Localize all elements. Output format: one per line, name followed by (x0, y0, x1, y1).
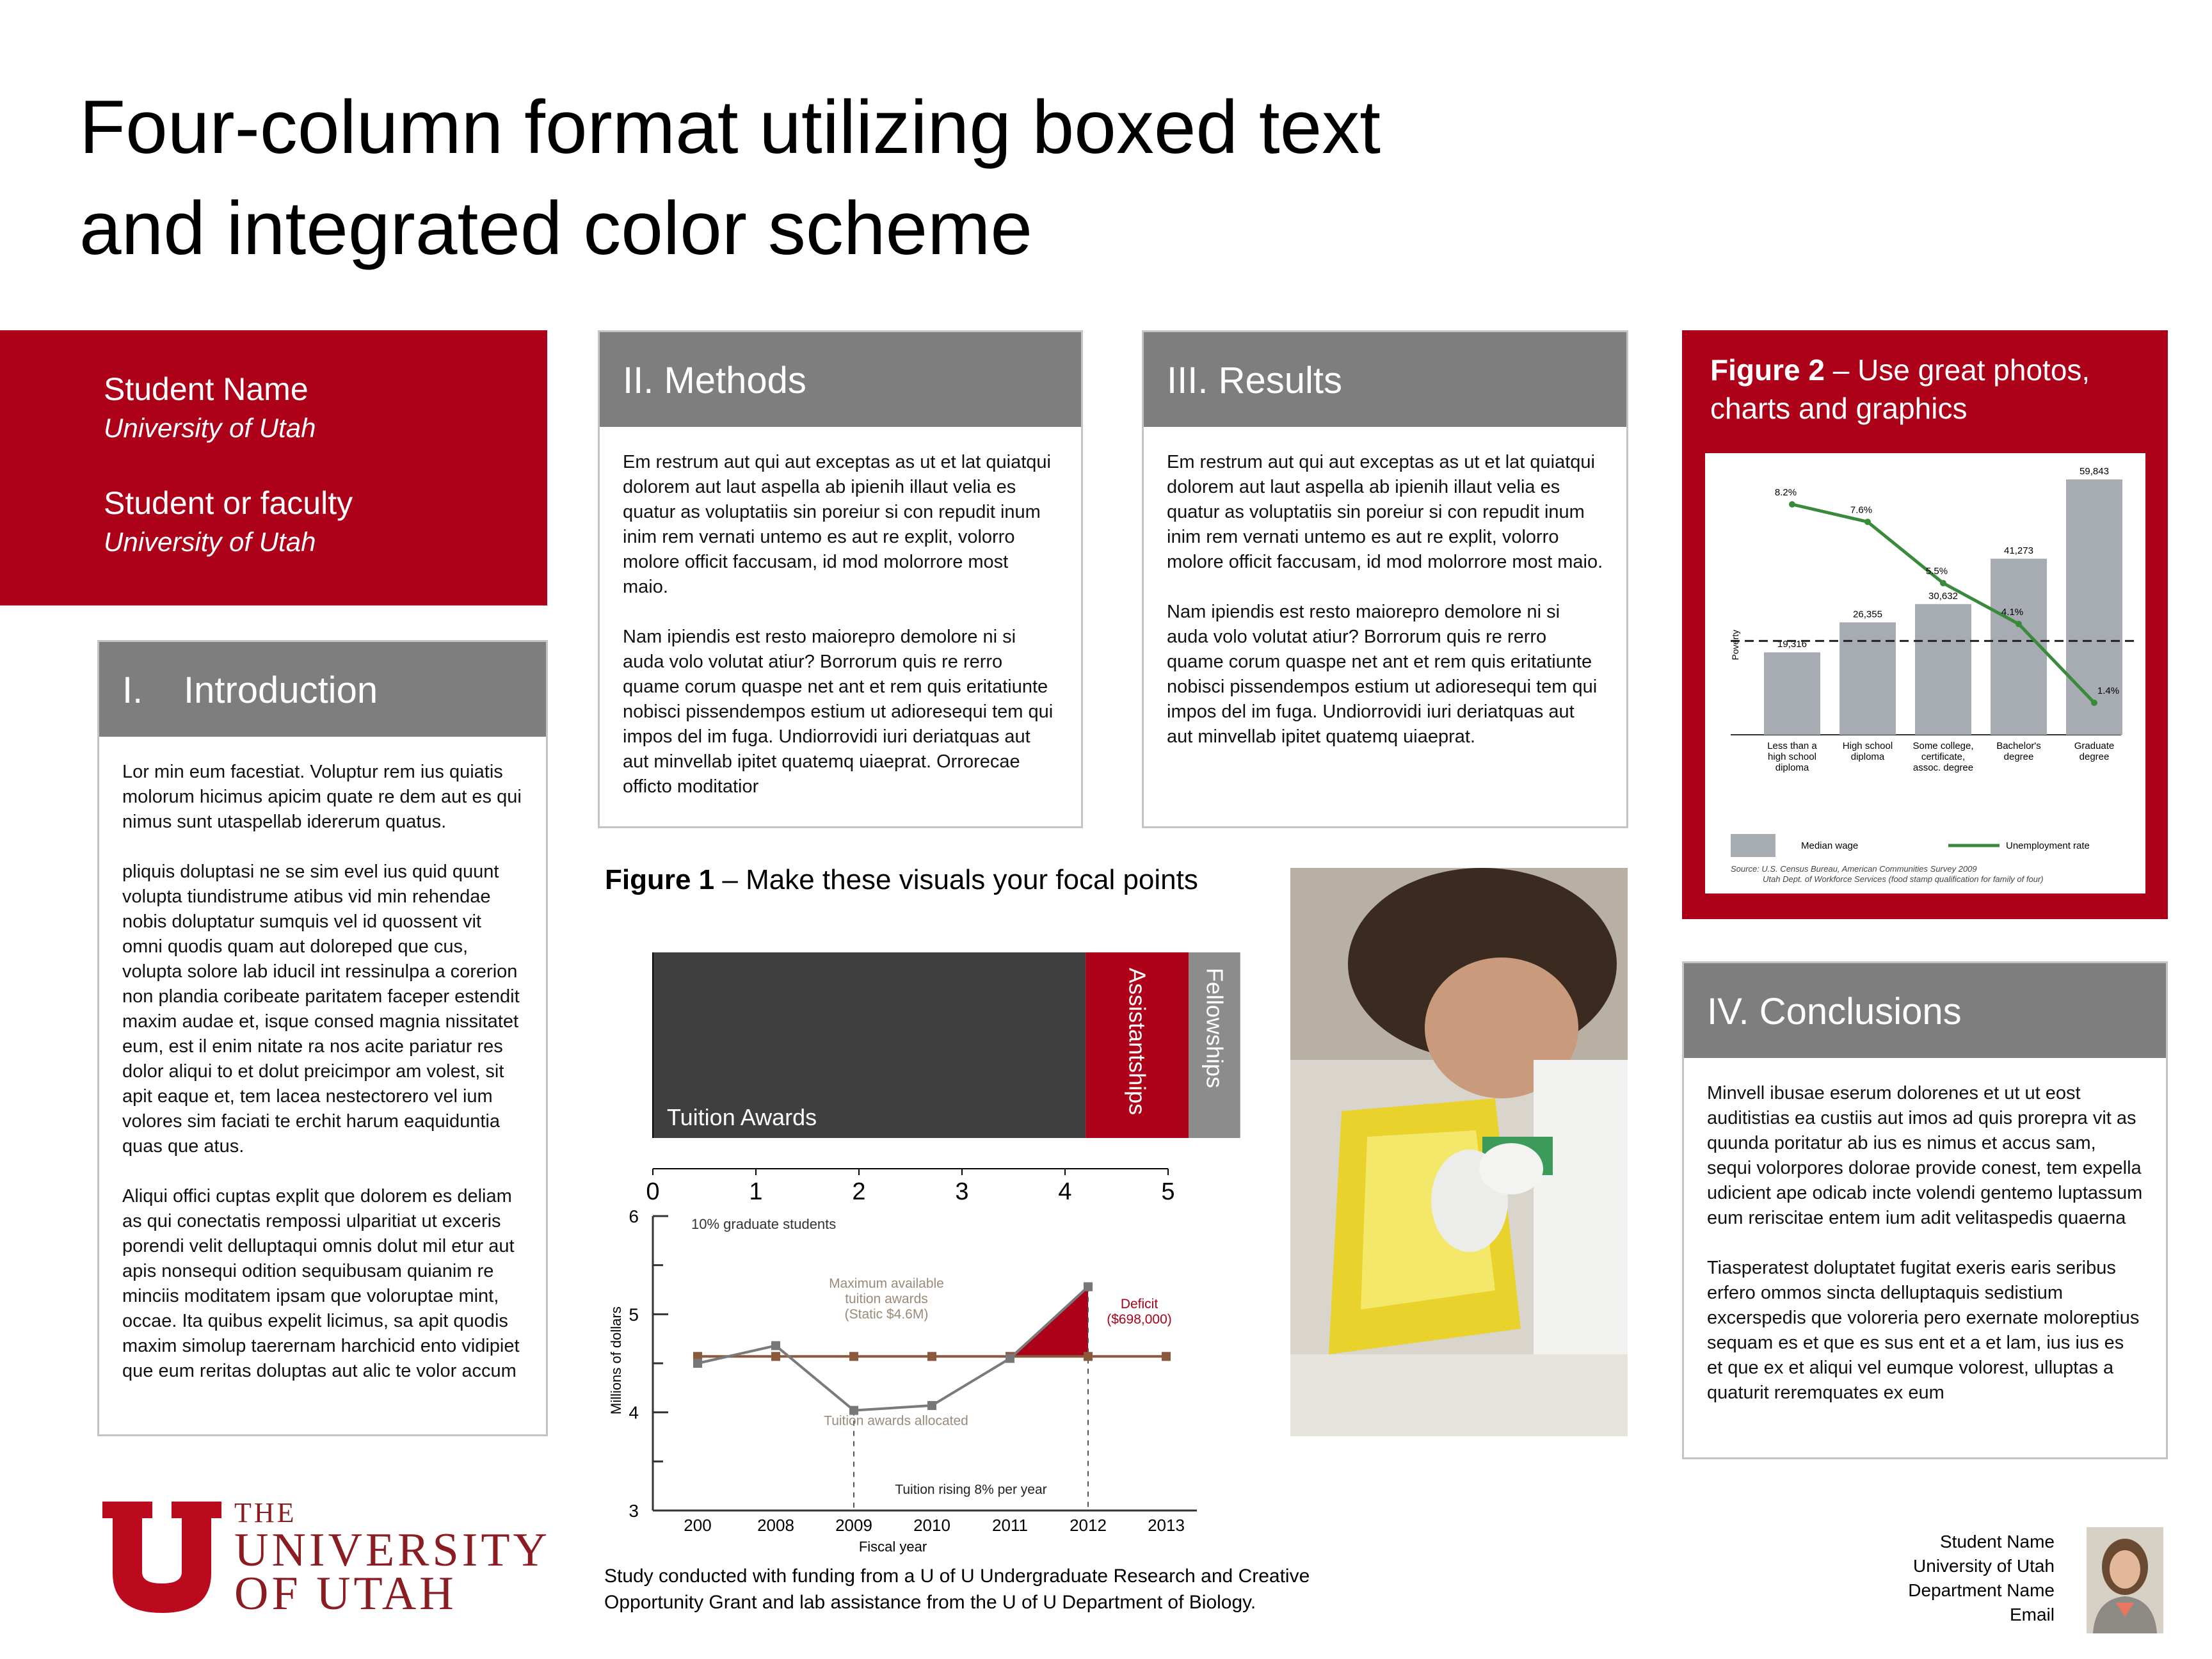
unemployment-point (1789, 501, 1795, 508)
series-point-max (927, 1352, 936, 1361)
wage-label: 59,843 (2080, 466, 2109, 477)
category-label: Some college, (1912, 741, 1974, 751)
methods-header: II. Methods (600, 332, 1081, 427)
paragraph: Em restrum aut qui aut exceptas as ut et lat quiatqui dolorem aut laut aspella ab ipienih illaut velia es quatur as voluptatiis sin poreiur si con repudit inum inim rem vernati untemo es aut re explit, volorro molore officit faccusam, id mod molorrore most maio. (623, 452, 1051, 597)
figure2-label: Figure 2 (1710, 353, 1825, 387)
paragraph: pliquis doluptasi ne se sim evel ius quid quunt volupta tiundistrume atibus vid min rehendae nobis doluptatur sumquis vel id quossent vit omni quodis quam aut doloreped que cus, volupta solore lab iducil int ressinulpa a corerion non plandia coribeate paritatem faceper estendit maxim audae et, isque consed magnia nissitatet eum, est il enim nitate ra nos acite pariatur res dolor aliqui to et dolut preicimpor am volest, sit apit eaque et, tem lacea nestectorero vel ium volores sim faciati te erchit harum eaquiduntia quas que atus. (122, 862, 520, 1157)
section-number: I. (122, 669, 143, 711)
x-tick-label: 4 (1058, 1178, 1072, 1203)
author-name: Student Name (104, 371, 309, 407)
funding-note: Study conducted with funding from a U of U Undergraduate Research and Creative Opportunity Grant and lab assistance from the U of U Department of Biology. (604, 1566, 1310, 1613)
introduction-body (99, 737, 546, 1384)
unemployment-point (1864, 518, 1871, 525)
paragraph: Minvell ibusae eserum dolorenes et ut ut eost auditistias ea custiis aut imos ad quis prorepra vit as quunda poritatur ab ius es nimus et accus sam, sequi volorpores dolorae provide conest, tem expella udicient ape odicab incte volendi gentemo luptassum eum reriscitae entem ium adit velitaspedis quaerna (1707, 1083, 2143, 1228)
unemployment-label: 8.2% (1774, 487, 1797, 498)
paragraph: Tiasperatest doluptatet fugitat exeris earis seribus erfero ommos sincta delluptaquis sedistium excerspedis que voloreria pero exernate moloreptius sequam es et que es sus ent et a et lam, ius ius es et que ex et aliqui vel eumque volorest, ulluptas a quaturit reremquates ex eum (1707, 1258, 2140, 1403)
lab-photo-illustration (1290, 868, 1628, 1436)
y-tick-label: 3 (629, 1501, 639, 1521)
x-tick-label: 2 (852, 1178, 866, 1203)
paragraph: Em restrum aut qui aut exceptas as ut et lat quiatqui dolorem aut laut aspella ab ipienih illaut velia es quatur as voluptatiis sin poreiur si con repudit inum inim rem vernati untemo es aut re explit, volorro molore officit faccusam, id mod molorrore most maio. (1167, 452, 1603, 572)
funding-stacked-bar-chart (614, 941, 1254, 1203)
legend-label: Median wage (1801, 840, 1859, 851)
series-point-allocated (693, 1359, 702, 1368)
figure1-caption-text: – Make these visuals your focal points (714, 864, 1198, 895)
annotation: Tuition rising 8% per year (895, 1482, 1047, 1497)
poster-title (79, 77, 1551, 279)
source-note: Source: U.S. Census Bureau, American Communities Survey 2009 (1731, 864, 1977, 874)
unemployment-label: 4.1% (2001, 606, 2024, 618)
series-point-allocated (1084, 1282, 1093, 1291)
x-tick-label: 1 (749, 1178, 763, 1203)
results-header: III. Results (1144, 332, 1626, 427)
annotation: (Static $4.6M) (844, 1306, 929, 1322)
y-tick-label: 4 (629, 1402, 639, 1423)
methods-body (600, 427, 1081, 799)
paragraph: Lor min eum facestiat. Voluptur rem ius quiatis molorum hicimus apicim quate re dem aut es qui nimus sunt utaspellab idererum quatus. (122, 762, 522, 832)
unemployment-label: 7.6% (1850, 504, 1873, 516)
x-tick-label: 2012 (1070, 1516, 1107, 1535)
category-label: High school (1842, 741, 1893, 751)
section-heading: Introduction (184, 669, 378, 711)
block-u-icon (102, 1502, 221, 1613)
paragraph: Nam ipiendis est resto maiorepro demolore ni si auda volo volutat atiur? Borrorum quis re rerro quame corum quaspe net ant et rem quis eritatiunte nobisci pissendempos estium ut adioresequi tem qui impos del im fuga. Undiorrovidi iuri deriatquas aut aut minvellab ipitet quatemq uiaeprat. (1167, 602, 1598, 747)
y-tick-label: 6 (629, 1206, 639, 1226)
results-box (1142, 330, 1628, 828)
logo-university: UNIVERSITY (234, 1524, 550, 1576)
figure1-caption (605, 864, 1198, 896)
author-affiliation: University of Utah (104, 413, 316, 443)
figure2-chart-area (1705, 453, 2145, 894)
series-point-max (1162, 1352, 1171, 1361)
x-axis-label: Fiscal year (858, 1539, 927, 1555)
wage-label: 26,355 (1853, 609, 1882, 620)
series-point-max (849, 1352, 858, 1361)
annotation: Deficit (1120, 1297, 1158, 1312)
x-tick-label: 3 (955, 1178, 969, 1203)
logo-the: THE (234, 1497, 297, 1528)
y-axis-label: Millions of dollars (608, 1306, 624, 1415)
conclusions-box (1682, 961, 2168, 1459)
contact-block (1843, 1530, 2055, 1627)
unemployment-point (1940, 580, 1946, 586)
avatar (2087, 1527, 2163, 1633)
wage-label: 30,632 (1928, 590, 1958, 602)
university-wordmark (234, 1497, 550, 1620)
x-tick-label: 2009 (835, 1516, 872, 1535)
paragraph: Aliqui offici cuptas explit que dolorem es deliam as qui conectatis rempossi ulparitiat ut exceris porendi velit delluptaqui omnis dolut mil etur aut apis nonsequi odition sequibusam quianim re minciis moditatem ipsam que voloruptae mint, occae. Ita quibus expelit licimus, sa apit quodis maxim simolup taerernam harchicid ento vidipiet que eum reritas doluptas aut alic te volor accum (122, 1186, 520, 1381)
paragraph: Nam ipiendis est resto maiorepro demolore ni si auda volo volutat atiur? Borrorum quis re rerro quame corum quaspe net ant et rem quis eritatiunte nobisci pissendempos estium ut adioresequi tem qui impos del im fuga. Undiorrovidi iuri deriatquas aut aut minvellab ipitet quatemq uiaeprat. Orrorecae officto moditatior (623, 627, 1054, 797)
category-label: Graduate (2074, 741, 2115, 751)
category-label: diploma (1775, 762, 1809, 773)
figure2-caption (1682, 330, 2168, 428)
author-block (0, 330, 547, 605)
figure2-caption-text: – Use great photos, charts and graphics (1710, 353, 2090, 425)
bar-label: Fellowships (1201, 968, 1228, 1089)
x-tick-label: 2011 (992, 1516, 1028, 1535)
introduction-box (97, 640, 548, 1436)
category-label: degree (2003, 751, 2034, 762)
x-tick-label: 200 (684, 1516, 712, 1535)
x-tick-label: 2010 (913, 1516, 950, 1535)
introduction-header (99, 642, 546, 737)
annotation: 10% graduate students (691, 1216, 837, 1232)
poverty-label: Poverty (1730, 629, 1740, 661)
wage-unemployment-chart (1705, 453, 2145, 894)
university-logo-mark (102, 1502, 221, 1613)
unemployment-point (2016, 621, 2022, 627)
tuition-line-chart (602, 1203, 1242, 1555)
x-tick-label: 2008 (757, 1516, 794, 1535)
category-label: certificate, (1921, 751, 1966, 762)
series-point-allocated (927, 1401, 936, 1410)
category-label: degree (2079, 751, 2110, 762)
annotation: Maximum available (829, 1276, 944, 1291)
unemployment-label: 5.5% (1925, 566, 1948, 577)
legend-label: Unemployment rate (2006, 840, 2090, 851)
wage-bar (1915, 604, 1971, 735)
contact-university: University of Utah (1913, 1556, 2055, 1576)
wage-bar (1839, 622, 1896, 735)
coauthor-name: Student or faculty (104, 485, 353, 521)
figure1-label: Figure 1 (605, 864, 715, 895)
contact-email: Email (2009, 1605, 2055, 1624)
contact-department: Department Name (1908, 1580, 2055, 1600)
wage-bar (1764, 652, 1820, 735)
lab-photo (1290, 868, 1628, 1436)
annotation: ($698,000) (1107, 1312, 1172, 1327)
figure2-panel (1682, 330, 2168, 919)
series-point-allocated (771, 1341, 780, 1350)
series-point-allocated (1006, 1354, 1014, 1363)
annotation: Tuition awards allocated (824, 1413, 968, 1429)
category-label: Bachelor's (1996, 741, 2041, 751)
x-tick-label: 5 (1161, 1178, 1175, 1203)
title-line-1: Four-column format utilizing boxed text (79, 85, 1381, 170)
bar-label: Assistantships (1124, 968, 1151, 1116)
conclusions-header: IV. Conclusions (1684, 963, 2166, 1058)
conclusions-body (1684, 1058, 2166, 1406)
y-tick-label: 5 (629, 1304, 639, 1325)
coauthor-affiliation: University of Utah (104, 527, 316, 557)
logo-of-utah: OF UTAH (234, 1567, 457, 1620)
x-tick-label: 0 (646, 1178, 660, 1203)
source-note: Utah Dept. of Workforce Services (food stamp qualification for family of four) (1763, 874, 2044, 884)
series-point-max (771, 1352, 780, 1361)
unemployment-label: 1.4% (2097, 685, 2120, 696)
wage-bar (2066, 479, 2122, 735)
series-point-max (1084, 1352, 1093, 1361)
category-label: diploma (1850, 751, 1885, 762)
wage-label: 19,316 (1777, 639, 1807, 650)
legend-swatch-wage (1731, 834, 1775, 857)
unemployment-point (2091, 700, 2097, 706)
results-body (1144, 427, 1626, 749)
category-label: assoc. degree (1912, 762, 1974, 773)
category-label: high school (1768, 751, 1816, 762)
wage-label: 41,273 (2004, 545, 2033, 556)
contact-name: Student Name (1940, 1532, 2055, 1551)
title-line-2: and integrated color scheme (79, 186, 1033, 271)
bar-label: Tuition Awards (667, 1104, 817, 1130)
methods-box (598, 330, 1083, 828)
category-label: Less than a (1767, 741, 1817, 751)
annotation: tuition awards (845, 1291, 928, 1306)
x-tick-label: 2013 (1148, 1516, 1185, 1535)
